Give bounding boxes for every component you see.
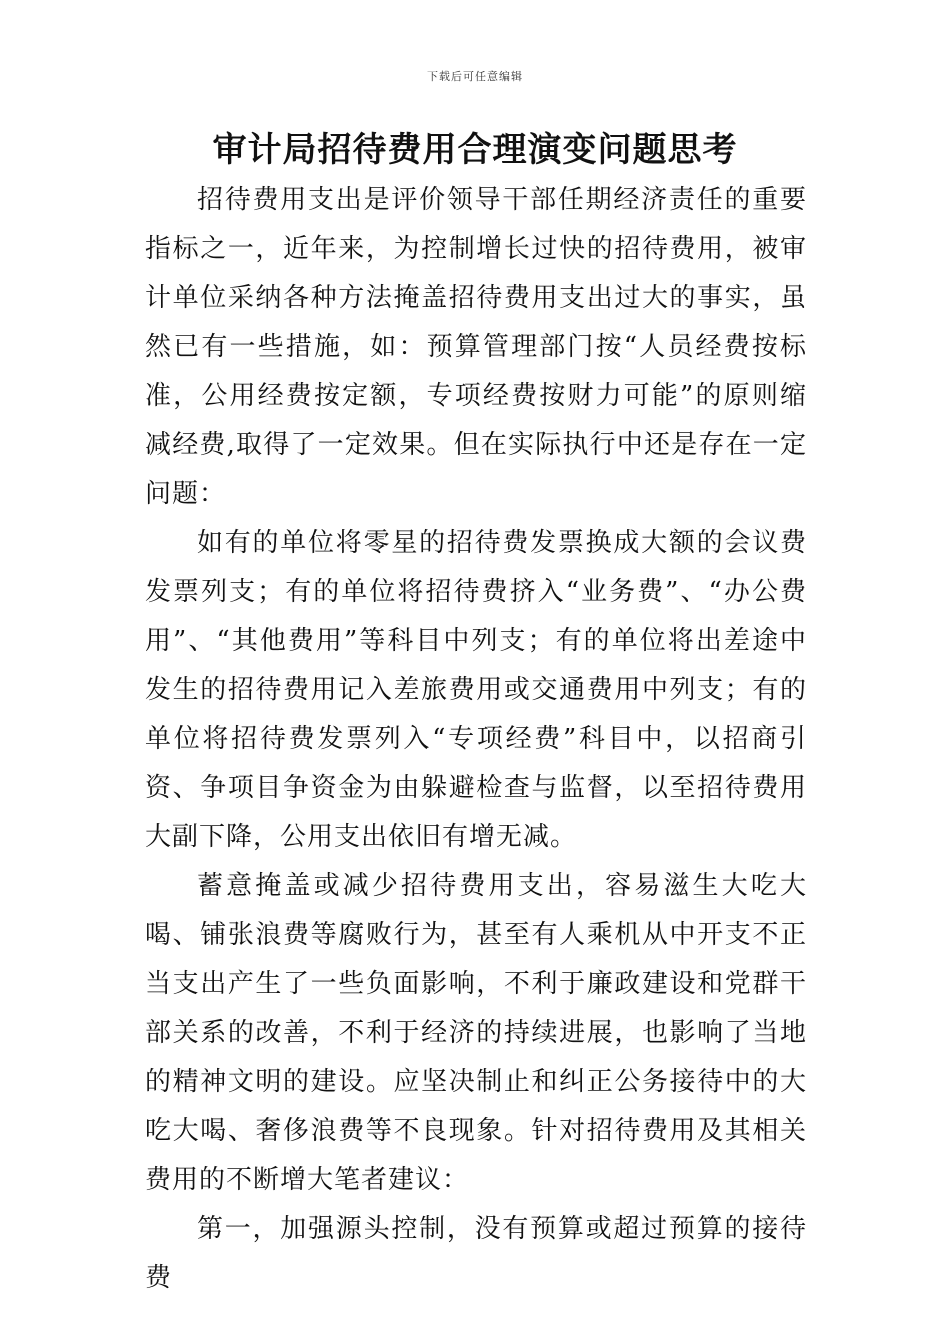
paragraph-1: 招待费用支出是评价领导干部任期经济责任的重要指标之一，近年来，为控制增长过快的招待费用，被审计单位采纳各种方法掩盖招待费用支出过大的事实，虽然已有一些措施，如：预算管理部门按“人员经费按标准，公用经费按定额，专项经费按财力可能”的原则缩减经费,取得了一定效果。但在实际执行中还是存在一定问题： — [145, 185, 807, 509]
paragraph-3: 蓄意掩盖或减少招待费用支出，容易滋生大吃大喝、铺张浪费等腐败行为，甚至有人乘机从中开支不正当支出产生了一些负面影响，不利于廉政建设和党群干部关系的改善，不利于经济的持续进展，也影响了当地的精神文明的建设。应坚决制止和纠正公务接待中的大吃大喝、奢侈浪费等不良现象。针对招待费用及其相关费用的不断增大笔者建议： — [145, 871, 807, 1195]
document-title: 审计局招待费用合理演变问题思考 — [212, 130, 738, 170]
document-body — [145, 176, 807, 1303]
header-note: 下载后可任意编辑 — [427, 70, 523, 83]
paragraph-4: 第一，加强源头控制，没有预算或超过预算的接待费 — [145, 1214, 807, 1293]
paragraph-2: 如有的单位将零星的招待费发票换成大额的会议费发票列支；有的单位将招待费挤入“业务费”、“办公费用”、“其他费用”等科目中列支；有的单位将出差途中发生的招待费用记入差旅费用或交通费用中列支；有的单位将招待费发票列入“专项经费”科目中，以招商引资、争项目争资金为由躲避检查与监督，以至招待费用大副下降，公用支出依旧有增无减。 — [145, 528, 807, 852]
